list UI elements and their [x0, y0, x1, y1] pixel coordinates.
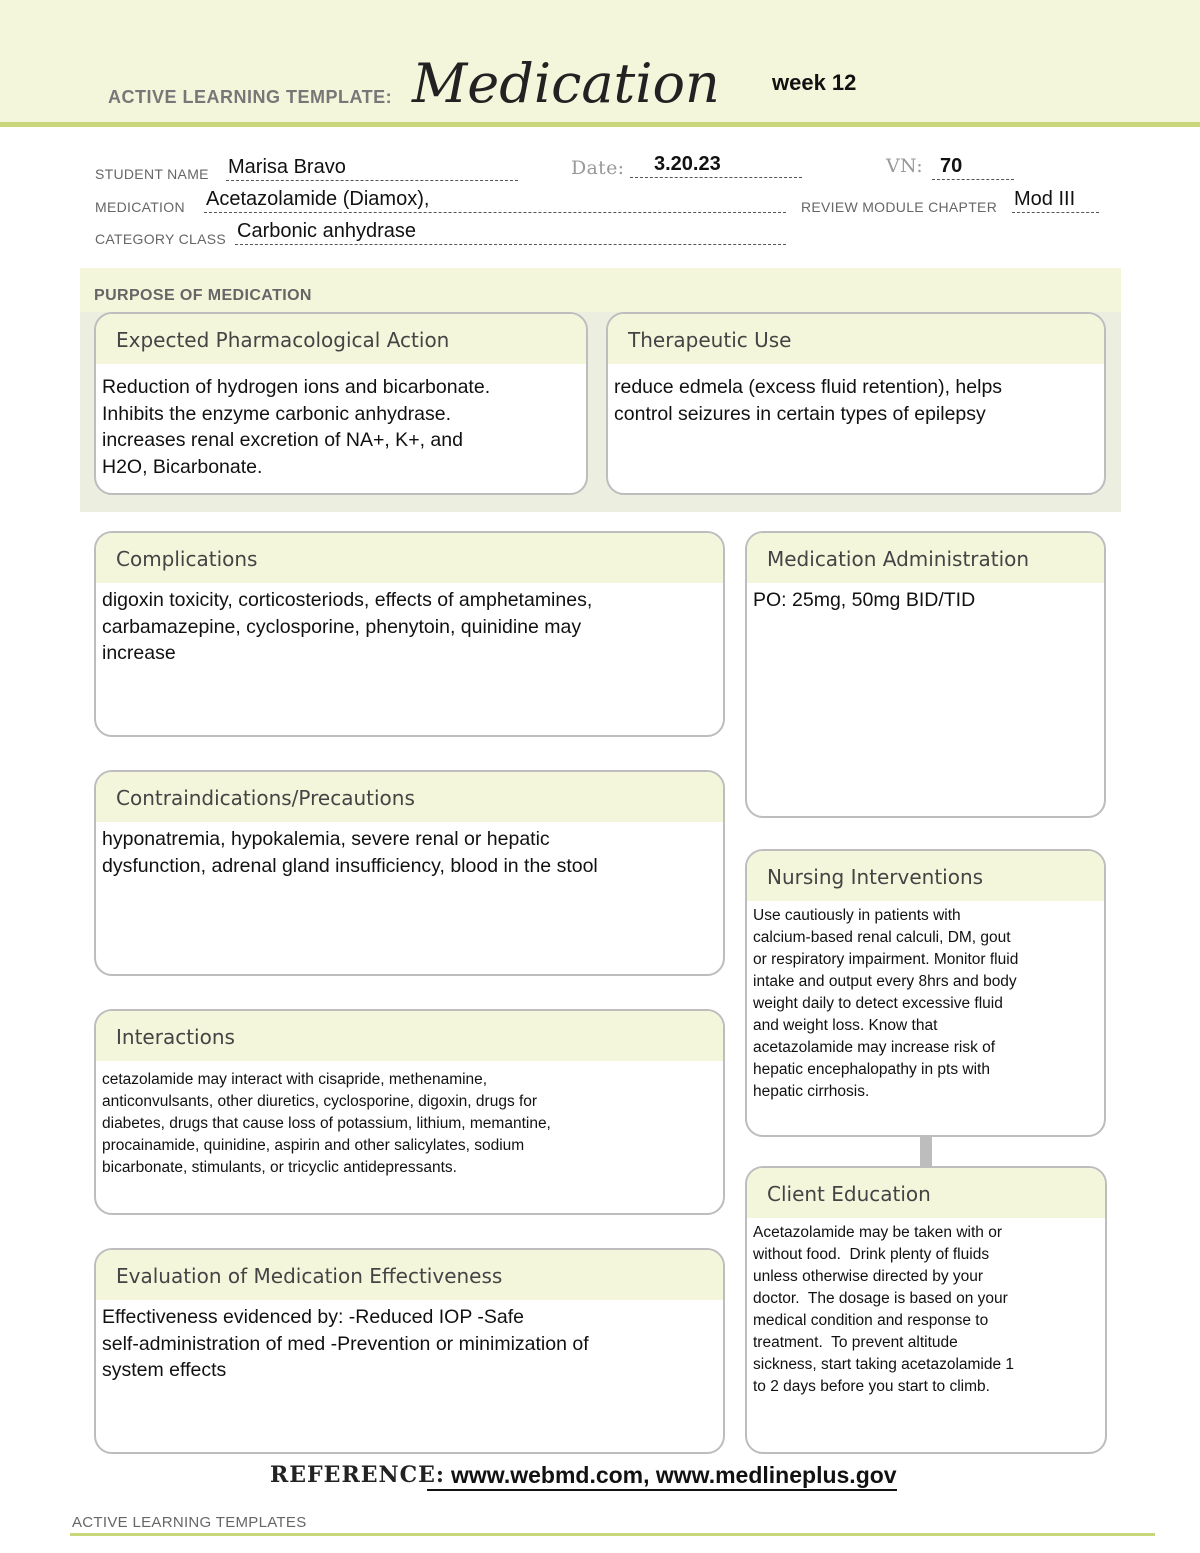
client-education-box: [745, 1166, 1107, 1454]
footer-divider: [70, 1533, 1155, 1536]
administration-text[interactable]: PO: 25mg, 50mg BID/TID: [753, 589, 976, 611]
interactions-box: [94, 1009, 725, 1215]
footer-label: ACTIVE LEARNING TEMPLATES: [72, 1514, 307, 1531]
therapeutic-use-box: [606, 312, 1106, 495]
category-class-label: CATEGORY CLASS: [95, 231, 227, 247]
interactions-text[interactable]: cetazolamide may interact with cisapride, methenamine, anticonvulsants, other diuretics, cyclosporine, digoxin, drugs for diabetes, drugs that cause loss of potassium, lithium, memantine, procainamide, quinidine, aspirin and other salicylates, sodium bicarbonate, stimulants, or tricyclic antidepressants.: [102, 1071, 551, 1176]
page-title: Medication: [412, 52, 720, 115]
reference-field[interactable]: www.webmd.com, www.medlineplus.gov: [427, 1462, 897, 1491]
therapeutic-use-title: Therapeutic Use: [628, 328, 792, 352]
category-class-field[interactable]: Carbonic anhydrase: [235, 220, 786, 245]
expected-action-box: [94, 312, 588, 495]
nursing-interventions-box: [745, 849, 1106, 1137]
complications-text[interactable]: digoxin toxicity, corticosteriods, effects of amphetamines, carbamazepine, cyclosporine, phenytoin, quinidine may increase: [102, 589, 593, 664]
box-connector: [920, 1136, 932, 1166]
expected-action-title: Expected Pharmacological Action: [116, 328, 450, 352]
purpose-label: PURPOSE OF MEDICATION: [94, 287, 312, 304]
student-name-label: STUDENT NAME: [95, 166, 209, 182]
evaluation-box: [94, 1248, 725, 1454]
medication-field[interactable]: Acetazolamide (Diamox),: [204, 188, 786, 213]
date-field[interactable]: 3.20.23: [630, 153, 802, 178]
evaluation-title: Evaluation of Medication Effectiveness: [116, 1264, 503, 1288]
nursing-interventions-text[interactable]: Use cautiously in patients with calcium-based renal calculi, DM, gout or respiratory impairment. Monitor fluid intake and output every 8hrs and body weight daily to detect excessive fluid and weight loss. Know that acetazolamide may increase risk of hepatic encephalopathy in pts with hepatic cirrhosis.: [753, 907, 1019, 1100]
interactions-title: Interactions: [116, 1025, 235, 1049]
contraindications-text[interactable]: hyponatremia, hypokalemia, severe renal or hepatic dysfunction, adrenal gland insufficiency, blood in the stool: [102, 828, 598, 877]
evaluation-text[interactable]: Effectiveness evidenced by: -Reduced IOP -Safe self-administration of med -Prevention or minimization of system effects: [102, 1306, 589, 1381]
review-module-label: REVIEW MODULE CHAPTER: [801, 199, 998, 215]
administration-title: Medication Administration: [767, 547, 1030, 571]
complications-title: Complications: [116, 547, 258, 571]
contraindications-box: [94, 770, 725, 976]
review-module-field[interactable]: Mod III: [1012, 188, 1099, 213]
administration-box: [745, 531, 1106, 818]
week-label: week 12: [772, 70, 857, 95]
client-education-title: Client Education: [767, 1182, 931, 1206]
expected-action-text[interactable]: Reduction of hydrogen ions and bicarbonate. Inhibits the enzyme carbonic anhydrase. increases renal excretion of NA+, K+, and H2O, Bicarbonate.: [102, 376, 491, 478]
medication-label: MEDICATION: [95, 199, 185, 215]
vn-label: VN:: [886, 155, 923, 177]
complications-box: [94, 531, 725, 737]
vn-field[interactable]: 70: [932, 155, 1014, 180]
student-name-field[interactable]: Marisa Bravo: [226, 156, 518, 181]
nursing-interventions-title: Nursing Interventions: [767, 865, 984, 889]
header-divider: [0, 122, 1200, 127]
client-education-text[interactable]: Acetazolamide may be taken with or without food. Drink plenty of fluids unless otherwise directed by your doctor. The dosage is based on your medical condition and response to treatment. To prevent altitude sickness, start taking acetazolamide 1 to 2 days before you start to climb.: [753, 1224, 1015, 1395]
therapeutic-use-text[interactable]: reduce edmela (excess fluid retention), helps control seizures in certain types of epilepsy: [614, 376, 1003, 425]
reference-label: REFERENCE:: [270, 1462, 445, 1488]
date-label: Date:: [571, 157, 625, 179]
contraindications-title: Contraindications/Precautions: [116, 786, 415, 810]
template-label: ACTIVE LEARNING TEMPLATE:: [108, 87, 393, 107]
